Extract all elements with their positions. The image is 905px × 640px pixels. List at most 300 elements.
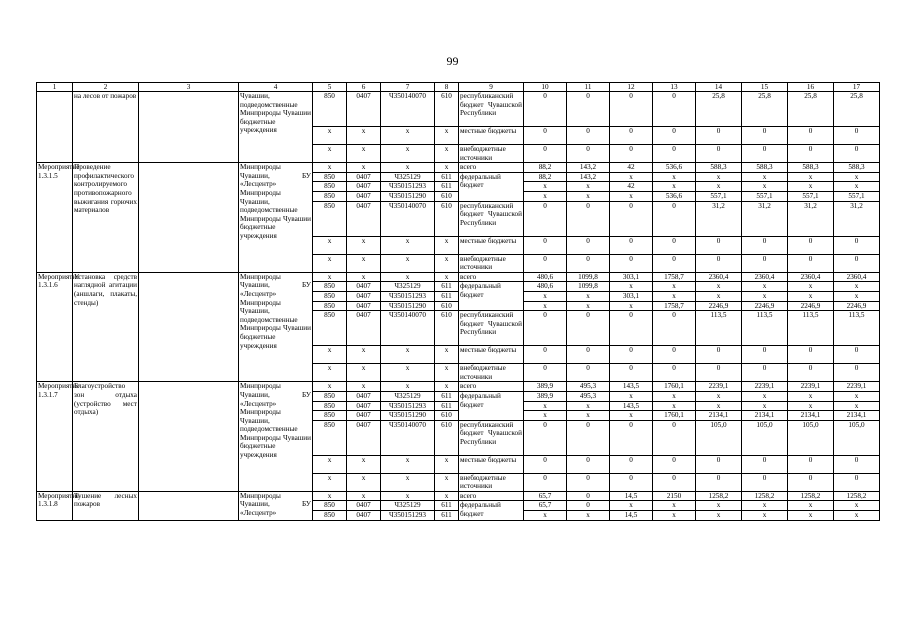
value-cell: 0: [696, 127, 742, 145]
budget-table: [36, 82, 880, 521]
event-name: Установка средств наглядной агитации (аншлаги, плакаты, стенды): [73, 272, 139, 382]
expense-type-code: 611: [435, 391, 459, 401]
column-number-header: [37, 83, 880, 92]
value-cell: x: [696, 511, 742, 521]
value-cell: 1258,2: [834, 491, 880, 501]
grbs-code: 850: [313, 182, 347, 192]
expense-type-code: x: [435, 382, 459, 392]
grbs-code: 850: [313, 191, 347, 201]
section-code: 0407: [347, 411, 381, 421]
grbs-code: x: [313, 127, 347, 145]
expense-type-code: 611: [435, 291, 459, 301]
column-number-7: 7: [381, 83, 435, 92]
value-cell: 113,5: [834, 311, 880, 346]
grbs-code: 850: [313, 420, 347, 455]
value-cell: 2239,1: [696, 382, 742, 392]
value-cell: 0: [696, 364, 742, 382]
value-cell: 25,8: [696, 92, 742, 127]
section-code: x: [347, 163, 381, 173]
target-article-code: Ч350140070: [381, 311, 435, 346]
value-cell: 557,1: [742, 191, 788, 201]
grbs-code: 850: [313, 282, 347, 292]
value-cell: 0: [653, 127, 696, 145]
value-cell: x: [788, 182, 834, 192]
value-cell: 0: [834, 346, 880, 364]
value-cell: x: [788, 401, 834, 411]
value-cell: x: [696, 291, 742, 301]
target-article-code: Ч350140070: [381, 420, 435, 455]
value-cell: x: [788, 501, 834, 511]
value-cell: x: [610, 191, 653, 201]
grbs-code: x: [313, 491, 347, 501]
target-article-code: Ч350151290: [381, 301, 435, 311]
grbs-code: x: [313, 272, 347, 282]
value-cell: 588,3: [742, 163, 788, 173]
expense-type-code: 611: [435, 172, 459, 182]
funding-source: местные бюджеты: [459, 236, 524, 254]
value-cell: 557,1: [788, 191, 834, 201]
value-cell: 2150: [653, 491, 696, 501]
section-code: x: [347, 382, 381, 392]
expense-type-code: 610: [435, 411, 459, 421]
target-article-code: Ч325129: [381, 172, 435, 182]
section-code: 0407: [347, 92, 381, 127]
column-number-6: 6: [347, 83, 381, 92]
value-cell: x: [834, 391, 880, 401]
value-cell: 0: [610, 420, 653, 455]
expense-type-code: 611: [435, 282, 459, 292]
value-cell: x: [742, 282, 788, 292]
grbs-code: 850: [313, 401, 347, 411]
column-number-10: 10: [524, 83, 567, 92]
event-number: Мероприятие 1.3.1.6: [37, 272, 73, 382]
value-cell: x: [742, 511, 788, 521]
value-cell: 588,3: [834, 163, 880, 173]
value-cell: 0: [788, 236, 834, 254]
section-code: 0407: [347, 172, 381, 182]
section-code: x: [347, 346, 381, 364]
value-cell: 65,7: [524, 491, 567, 501]
value-cell: 88,2: [524, 163, 567, 173]
value-cell: x: [834, 182, 880, 192]
value-cell: x: [567, 291, 610, 301]
value-cell: 0: [696, 473, 742, 491]
section-code: 0407: [347, 420, 381, 455]
value-cell: 31,2: [788, 201, 834, 236]
value-cell: 0: [696, 455, 742, 473]
section-code: 0407: [347, 301, 381, 311]
value-cell: 2239,1: [788, 382, 834, 392]
value-cell: 0: [610, 364, 653, 382]
target-article-code: Ч350140070: [381, 201, 435, 236]
value-cell: 143,5: [610, 382, 653, 392]
value-cell: 2239,1: [742, 382, 788, 392]
grbs-code: 850: [313, 311, 347, 346]
value-cell: 143,5: [610, 401, 653, 411]
target-article-code: x: [381, 163, 435, 173]
grbs-code: x: [313, 364, 347, 382]
funding-source: всего: [459, 163, 524, 173]
section-code: 0407: [347, 501, 381, 511]
section-code: 0407: [347, 291, 381, 301]
value-cell: 0: [653, 420, 696, 455]
value-cell: 0: [742, 364, 788, 382]
table-row: [37, 491, 880, 501]
table-row: [37, 382, 880, 392]
target-article-code: Ч350151293: [381, 182, 435, 192]
expense-type-code: x: [435, 145, 459, 163]
column-number-14: 14: [696, 83, 742, 92]
value-cell: 113,5: [788, 311, 834, 346]
value-cell: 0: [653, 364, 696, 382]
value-cell: x: [834, 501, 880, 511]
event-name: Тушение лесных пожаров: [73, 491, 139, 520]
grbs-code: x: [313, 236, 347, 254]
column-number-8: 8: [435, 83, 459, 92]
column-number-9: 9: [459, 83, 524, 92]
header-row: [37, 83, 880, 92]
expense-type-code: 611: [435, 182, 459, 192]
value-cell: 536,6: [653, 191, 696, 201]
value-cell: 0: [524, 92, 567, 127]
value-cell: x: [834, 282, 880, 292]
value-cell: 588,3: [788, 163, 834, 173]
value-cell: 1099,8: [567, 272, 610, 282]
section-code: x: [347, 473, 381, 491]
value-cell: x: [567, 301, 610, 311]
value-cell: 2239,1: [834, 382, 880, 392]
value-cell: 25,8: [788, 92, 834, 127]
grbs-code: x: [313, 145, 347, 163]
expense-type-code: x: [435, 491, 459, 501]
value-cell: 0: [788, 145, 834, 163]
value-cell: 2246,9: [696, 301, 742, 311]
value-cell: 0: [610, 455, 653, 473]
target-article-code: Ч350151290: [381, 191, 435, 201]
responsible-executor: Минприроды Чувашии, БУ «Лесцентр» Минприроды Чувашии, подведомственные Минприроды Чувашии бюджетные учреждения: [239, 272, 313, 382]
funding-source: республиканский бюджет Чувашской Республики: [459, 420, 524, 455]
funding-source: федеральный бюджет: [459, 282, 524, 311]
table-row: [37, 272, 880, 282]
value-cell: 0: [653, 145, 696, 163]
value-cell: 303,1: [610, 272, 653, 282]
value-cell: x: [788, 391, 834, 401]
value-cell: x: [788, 172, 834, 182]
value-cell: 25,8: [834, 92, 880, 127]
value-cell: 1758,7: [653, 301, 696, 311]
value-cell: 0: [524, 145, 567, 163]
funding-source: федеральный бюджет: [459, 501, 524, 520]
value-cell: 105,0: [742, 420, 788, 455]
value-cell: 480,6: [524, 272, 567, 282]
target-article-code: x: [381, 272, 435, 282]
value-cell: 31,2: [696, 201, 742, 236]
value-cell: 0: [524, 311, 567, 346]
value-cell: 303,1: [610, 291, 653, 301]
section-code: 0407: [347, 282, 381, 292]
expense-type-code: 610: [435, 92, 459, 127]
value-cell: 0: [834, 254, 880, 272]
funding-source: внебюджетные источники: [459, 145, 524, 163]
value-cell: 0: [788, 455, 834, 473]
expense-type-code: 611: [435, 401, 459, 411]
section-code: x: [347, 127, 381, 145]
column-number-1: 1: [37, 83, 73, 92]
value-cell: 0: [653, 346, 696, 364]
value-cell: 105,0: [834, 420, 880, 455]
expense-type-code: x: [435, 346, 459, 364]
section-code: x: [347, 254, 381, 272]
value-cell: 0: [567, 254, 610, 272]
value-cell: x: [653, 501, 696, 511]
event-name: на лесов от пожаров: [73, 92, 139, 163]
value-cell: 2134,1: [696, 411, 742, 421]
value-cell: 2134,1: [788, 411, 834, 421]
target-article-code: x: [381, 491, 435, 501]
value-cell: 0: [610, 92, 653, 127]
value-cell: 42: [610, 182, 653, 192]
grbs-code: 850: [313, 92, 347, 127]
responsible-executor: Минприроды Чувашии, БУ «Лесцентр» Минприроды Чувашии, подведомственные Минприроды Чувашии бюджетные учреждения: [239, 163, 313, 273]
section-code: x: [347, 236, 381, 254]
value-cell: 0: [742, 254, 788, 272]
value-cell: 1760,1: [653, 382, 696, 392]
funding-source: местные бюджеты: [459, 346, 524, 364]
funding-source: федеральный бюджет: [459, 391, 524, 420]
section-code: 0407: [347, 182, 381, 192]
value-cell: 2360,4: [696, 272, 742, 282]
value-cell: 1258,2: [742, 491, 788, 501]
value-cell: 31,2: [742, 201, 788, 236]
value-cell: 143,2: [567, 163, 610, 173]
value-cell: 0: [567, 364, 610, 382]
value-cell: x: [610, 501, 653, 511]
expense-type-code: 610: [435, 201, 459, 236]
expense-type-code: x: [435, 364, 459, 382]
section-code: x: [347, 364, 381, 382]
funding-source: всего: [459, 382, 524, 392]
value-cell: 0: [567, 311, 610, 346]
value-cell: 105,0: [696, 420, 742, 455]
funding-source: республиканский бюджет Чувашской Республики: [459, 92, 524, 127]
value-cell: 0: [524, 201, 567, 236]
funding-source: внебюджетные источники: [459, 473, 524, 491]
section-code: 0407: [347, 201, 381, 236]
value-cell: 0: [834, 236, 880, 254]
value-cell: 0: [696, 254, 742, 272]
value-cell: x: [742, 182, 788, 192]
value-cell: x: [653, 282, 696, 292]
value-cell: x: [742, 391, 788, 401]
value-cell: x: [653, 182, 696, 192]
value-cell: 0: [696, 346, 742, 364]
empty-cell: [139, 272, 239, 382]
page-number: 99: [446, 54, 459, 68]
value-cell: 25,8: [742, 92, 788, 127]
column-number-2: 2: [73, 83, 139, 92]
value-cell: 0: [610, 145, 653, 163]
value-cell: 2360,4: [788, 272, 834, 282]
value-cell: x: [696, 401, 742, 411]
value-cell: 2360,4: [742, 272, 788, 282]
value-cell: 2246,9: [742, 301, 788, 311]
value-cell: 0: [742, 236, 788, 254]
target-article-code: x: [381, 382, 435, 392]
value-cell: x: [524, 411, 567, 421]
target-article-code: Ч350151290: [381, 411, 435, 421]
value-cell: x: [610, 391, 653, 401]
value-cell: x: [567, 191, 610, 201]
funding-source: всего: [459, 272, 524, 282]
value-cell: 0: [524, 236, 567, 254]
value-cell: 0: [610, 201, 653, 236]
target-article-code: x: [381, 364, 435, 382]
value-cell: 113,5: [742, 311, 788, 346]
value-cell: 1760,1: [653, 411, 696, 421]
value-cell: 0: [653, 236, 696, 254]
expense-type-code: x: [435, 236, 459, 254]
value-cell: x: [742, 291, 788, 301]
responsible-executor: Чувашии, подведомственные Минприроды Чувашии бюджетные учреждения: [239, 92, 313, 163]
value-cell: 0: [567, 473, 610, 491]
value-cell: 0: [567, 455, 610, 473]
value-cell: x: [696, 391, 742, 401]
value-cell: 0: [742, 127, 788, 145]
expense-type-code: 610: [435, 311, 459, 346]
value-cell: x: [788, 511, 834, 521]
value-cell: 113,5: [696, 311, 742, 346]
value-cell: 0: [742, 473, 788, 491]
value-cell: 0: [653, 311, 696, 346]
value-cell: 0: [567, 92, 610, 127]
value-cell: x: [610, 172, 653, 182]
value-cell: x: [567, 511, 610, 521]
section-code: x: [347, 272, 381, 282]
column-number-15: 15: [742, 83, 788, 92]
value-cell: x: [834, 291, 880, 301]
value-cell: 0: [524, 254, 567, 272]
value-cell: x: [610, 282, 653, 292]
value-cell: 0: [834, 473, 880, 491]
grbs-code: 850: [313, 301, 347, 311]
value-cell: 0: [653, 254, 696, 272]
section-code: 0407: [347, 401, 381, 411]
target-article-code: Ч350151293: [381, 401, 435, 411]
value-cell: 0: [567, 201, 610, 236]
value-cell: x: [524, 511, 567, 521]
value-cell: 0: [834, 455, 880, 473]
value-cell: 2360,4: [834, 272, 880, 282]
value-cell: 2246,9: [834, 301, 880, 311]
value-cell: 0: [524, 455, 567, 473]
value-cell: x: [834, 172, 880, 182]
value-cell: 0: [524, 420, 567, 455]
value-cell: 536,6: [653, 163, 696, 173]
grbs-code: 850: [313, 511, 347, 521]
value-cell: 2246,9: [788, 301, 834, 311]
target-article-code: x: [381, 236, 435, 254]
value-cell: 0: [610, 311, 653, 346]
value-cell: 2134,1: [742, 411, 788, 421]
expense-type-code: x: [435, 473, 459, 491]
value-cell: 0: [696, 145, 742, 163]
value-cell: x: [696, 501, 742, 511]
value-cell: x: [742, 172, 788, 182]
value-cell: x: [834, 401, 880, 411]
value-cell: 65,7: [524, 501, 567, 511]
value-cell: 0: [788, 346, 834, 364]
value-cell: 0: [610, 346, 653, 364]
value-cell: x: [567, 182, 610, 192]
target-article-code: Ч325129: [381, 391, 435, 401]
event-name: Проведение профилактического контролируемого противопожарного выжигания горючих материалов: [73, 163, 139, 273]
target-article-code: x: [381, 145, 435, 163]
target-article-code: x: [381, 346, 435, 364]
event-name: Благоустройство зон отдыха (устройство мест отдыха): [73, 382, 139, 492]
section-code: x: [347, 491, 381, 501]
value-cell: x: [696, 172, 742, 182]
value-cell: x: [653, 391, 696, 401]
value-cell: x: [696, 282, 742, 292]
value-cell: 1099,8: [567, 282, 610, 292]
funding-source: местные бюджеты: [459, 127, 524, 145]
value-cell: x: [524, 301, 567, 311]
column-number-4: 4: [239, 83, 313, 92]
value-cell: 0: [788, 364, 834, 382]
section-code: 0407: [347, 191, 381, 201]
grbs-code: 850: [313, 291, 347, 301]
expense-type-code: x: [435, 455, 459, 473]
value-cell: 557,1: [696, 191, 742, 201]
value-cell: 143,2: [567, 172, 610, 182]
section-code: 0407: [347, 511, 381, 521]
value-cell: 0: [653, 92, 696, 127]
value-cell: 0: [567, 145, 610, 163]
grbs-code: 850: [313, 411, 347, 421]
grbs-code: 850: [313, 172, 347, 182]
value-cell: 0: [567, 491, 610, 501]
target-article-code: Ч350151293: [381, 291, 435, 301]
expense-type-code: x: [435, 127, 459, 145]
value-cell: x: [524, 182, 567, 192]
event-number: [37, 92, 73, 163]
target-article-code: x: [381, 127, 435, 145]
value-cell: x: [524, 191, 567, 201]
section-code: 0407: [347, 391, 381, 401]
funding-source: всего: [459, 491, 524, 501]
value-cell: 0: [834, 127, 880, 145]
value-cell: 0: [653, 473, 696, 491]
grbs-code: 850: [313, 501, 347, 511]
grbs-code: x: [313, 455, 347, 473]
value-cell: 389,9: [524, 382, 567, 392]
column-number-11: 11: [567, 83, 610, 92]
empty-cell: [139, 491, 239, 520]
value-cell: 0: [567, 420, 610, 455]
value-cell: x: [610, 301, 653, 311]
expense-type-code: x: [435, 254, 459, 272]
expense-type-code: 610: [435, 420, 459, 455]
responsible-executor: Минприроды Чувашии, БУ «Лесцентр»: [239, 491, 313, 520]
column-number-13: 13: [653, 83, 696, 92]
value-cell: x: [788, 282, 834, 292]
target-article-code: x: [381, 473, 435, 491]
event-number: Мероприятие 1.3.1.8: [37, 491, 73, 520]
expense-type-code: x: [435, 163, 459, 173]
grbs-code: x: [313, 473, 347, 491]
funding-source: местные бюджеты: [459, 455, 524, 473]
value-cell: 495,3: [567, 382, 610, 392]
